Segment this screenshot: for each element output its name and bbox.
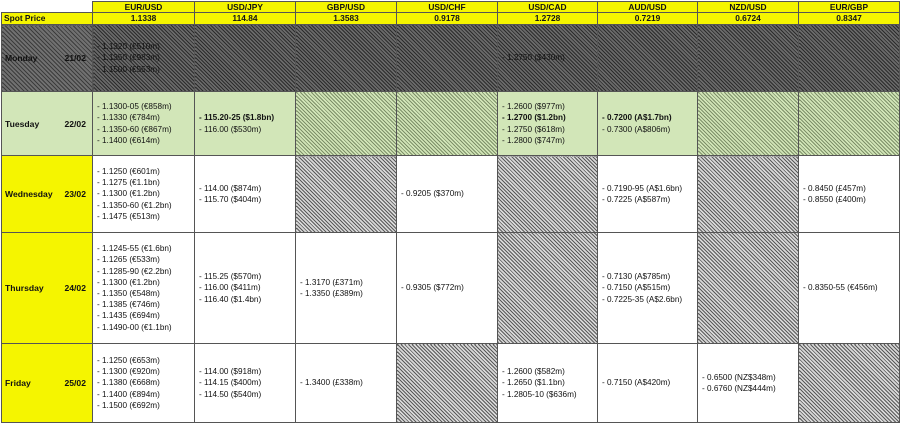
day-label-cell <box>2 92 93 156</box>
expiry-item: - 1.1490-00 (€1.1bn) <box>97 322 172 332</box>
expiry-list <box>803 183 899 205</box>
expiry-item: - 0.7225 (A$587m) <box>602 195 671 204</box>
day-label-cell <box>2 344 93 423</box>
expiry-item: - 1.1300 (€920m) <box>97 367 160 377</box>
expiry-item: - 115.70 ($404m) <box>199 195 262 204</box>
empty-hatched-cell <box>698 156 799 233</box>
empty-hatched-cell <box>397 344 498 423</box>
pair-header: EUR/GBP <box>799 2 900 13</box>
expiry-cell <box>598 92 698 156</box>
empty-hatched-cell <box>698 25 799 92</box>
day-row <box>2 92 900 156</box>
expiry-cell <box>93 344 195 423</box>
expiry-item: - 1.1250 (€653m) <box>97 355 160 365</box>
expiry-list <box>97 243 194 333</box>
expiry-item: - 116.00 ($411m) <box>199 283 261 293</box>
expiry-cell <box>195 233 296 344</box>
expiry-list <box>97 101 194 146</box>
pair-header: NZD/USD <box>698 2 799 13</box>
expiry-list <box>401 282 497 293</box>
fx-option-expiries-table <box>1 1 900 423</box>
empty-hatched-cell <box>195 25 296 92</box>
expiry-item: - 1.1350-60 (€1.2bn) <box>97 200 172 210</box>
pair-header: AUD/USD <box>598 2 698 13</box>
spot-price-value: 1.1338 <box>93 13 195 25</box>
expiry-item: - 1.1475 (€513m) <box>97 211 160 221</box>
expiry-item: - 0.6500 (NZ$348m) <box>702 372 776 382</box>
expiry-item: - 1.2805-10 ($636m) <box>502 389 577 399</box>
expiry-cell <box>799 233 900 344</box>
expiry-list <box>602 183 697 205</box>
expiry-list <box>97 166 194 222</box>
expiry-list <box>502 101 597 146</box>
expiry-cell <box>296 344 397 423</box>
expiry-item: - 0.9205 ($370m) <box>401 189 464 199</box>
expiry-item: - 0.7300 (A$806m) <box>602 124 671 134</box>
empty-hatched-cell <box>799 25 900 92</box>
spot-price-value: 0.9178 <box>397 13 498 25</box>
expiry-list <box>602 377 697 388</box>
empty-hatched-cell <box>397 25 498 92</box>
expiry-item: - 0.7130 (A$785m) <box>602 272 671 282</box>
expiry-item: - 116.00 ($530m) <box>199 124 262 134</box>
expiry-item: - 1.1245-55 (€1.6bn) <box>97 244 172 254</box>
expiry-item: - 1.1320 (€510m) <box>97 42 160 52</box>
expiry-item: - 1.1400 (€614m) <box>97 135 160 145</box>
expiry-cell <box>93 25 195 92</box>
expiry-list <box>502 52 597 63</box>
expiry-cell <box>195 156 296 233</box>
expiry-item: - 115.25 ($570m) <box>199 272 262 282</box>
day-date: 21/02 <box>64 53 86 63</box>
empty-hatched-cell <box>498 233 598 344</box>
spot-price-value: 1.3583 <box>296 13 397 25</box>
expiry-item: - 1.2650 ($1.1bn) <box>502 378 565 388</box>
expiry-cell <box>93 233 195 344</box>
expiry-item: - 0.8450 (£457m) <box>803 183 866 193</box>
expiry-item: - 1.1300-05 (€858m) <box>97 102 172 112</box>
expiry-item: - 0.7190-95 (A$1.6bn) <box>602 183 683 193</box>
expiry-item: - 1.2600 ($582m) <box>502 367 565 377</box>
day-row <box>2 233 900 344</box>
expiry-item: - 1.1500 (€553m) <box>97 64 160 74</box>
header-corner <box>2 2 93 13</box>
expiry-item: - 1.2600 ($977m) <box>502 102 565 112</box>
expiry-list <box>199 183 295 205</box>
expiry-item: - 1.1400 (€894m) <box>97 389 160 399</box>
expiry-item: - 114.15 ($400m) <box>199 378 262 388</box>
spot-price-label: Spot Price <box>2 13 93 25</box>
expiry-list <box>502 366 597 400</box>
spot-price-row <box>2 13 900 25</box>
expiry-list <box>602 271 697 305</box>
pair-header-row <box>2 2 900 13</box>
day-name: Wednesday <box>5 189 53 199</box>
expiry-list <box>199 366 295 400</box>
expiry-item: - 1.1300 (€1.2bn) <box>97 277 160 287</box>
expiry-list <box>401 188 497 199</box>
expiry-list <box>300 277 396 299</box>
expiry-cell <box>598 344 698 423</box>
expiry-item: - 1.3170 (£371m) <box>300 277 363 287</box>
day-label-cell <box>2 25 93 92</box>
expiry-list <box>199 112 295 134</box>
spot-price-value: 0.6724 <box>698 13 799 25</box>
expiry-item: - 1.1350 (€983m) <box>97 53 160 63</box>
expiry-item: - 1.1265 (€533m) <box>97 255 160 265</box>
expiry-cell <box>598 233 698 344</box>
expiry-cell <box>296 233 397 344</box>
spot-price-value: 114.84 <box>195 13 296 25</box>
expiry-cell <box>698 344 799 423</box>
day-date: 24/02 <box>64 283 86 293</box>
spot-price-value: 0.8347 <box>799 13 900 25</box>
expiry-item: - 1.3400 (£338m) <box>300 378 363 388</box>
expiry-list <box>300 377 396 388</box>
day-name: Thursday <box>5 283 44 293</box>
expiry-list <box>199 271 295 305</box>
pair-header: GBP/USD <box>296 2 397 13</box>
expiry-cell <box>498 344 598 423</box>
expiry-item: - 0.8550 (£400m) <box>803 195 866 204</box>
expiry-item: - 115.20-25 ($1.8bn) <box>199 113 275 123</box>
empty-hatched-cell <box>799 92 900 156</box>
empty-hatched-cell <box>296 92 397 156</box>
empty-hatched-cell <box>698 92 799 156</box>
expiry-item: - 114.50 ($540m) <box>199 389 262 399</box>
expiry-cell <box>598 156 698 233</box>
expiry-item: - 1.1250 (€601m) <box>97 166 160 176</box>
expiry-item: - 114.00 ($918m) <box>199 367 262 377</box>
expiry-item: - 1.1380 (€668m) <box>97 378 160 388</box>
expiry-item: - 1.1330 (€784m) <box>97 113 160 123</box>
expiry-list <box>702 372 798 394</box>
expiry-item: - 1.2700 ($1.2bn) <box>502 113 566 123</box>
day-label-cell <box>2 233 93 344</box>
expiry-cell <box>93 92 195 156</box>
expiry-item: - 1.1300 (€1.2bn) <box>97 189 160 199</box>
empty-hatched-cell <box>698 233 799 344</box>
expiry-item: - 1.1435 (€694m) <box>97 311 160 321</box>
expiry-cell <box>397 156 498 233</box>
day-row <box>2 25 900 92</box>
pair-header: USD/CAD <box>498 2 598 13</box>
day-date: 25/02 <box>64 378 86 388</box>
pair-header: USD/CHF <box>397 2 498 13</box>
empty-hatched-cell <box>397 92 498 156</box>
expiry-item: - 0.6760 (NZ$444m) <box>702 384 776 393</box>
expiry-cell <box>498 92 598 156</box>
pair-header: EUR/USD <box>93 2 195 13</box>
spot-price-value: 1.2728 <box>498 13 598 25</box>
pair-header: USD/JPY <box>195 2 296 13</box>
day-row <box>2 156 900 233</box>
day-date: 22/02 <box>64 118 86 129</box>
expiry-list <box>803 282 899 293</box>
empty-hatched-cell <box>799 344 900 423</box>
day-name: Friday <box>5 378 31 388</box>
empty-hatched-cell <box>296 25 397 92</box>
expiry-item: - 0.9305 ($772m) <box>401 283 464 293</box>
expiry-cell <box>498 25 598 92</box>
expiry-item: - 1.1500 (€692m) <box>97 400 160 410</box>
expiry-item: - 1.2800 ($747m) <box>502 135 565 145</box>
expiry-cell <box>397 233 498 344</box>
expiry-item: - 1.3350 (£389m) <box>300 289 363 298</box>
expiry-item: - 0.7150 (A$515m) <box>602 283 671 293</box>
empty-hatched-cell <box>498 156 598 233</box>
spot-price-value: 0.7219 <box>598 13 698 25</box>
expiry-item: - 114.00 ($874m) <box>199 183 262 193</box>
expiry-cell <box>195 92 296 156</box>
expiry-list <box>602 112 697 134</box>
expiry-list <box>97 355 194 411</box>
expiry-item: - 0.7150 (A$420m) <box>602 378 671 388</box>
expiry-item: - 0.7225-35 (A$2.6bn) <box>602 294 683 304</box>
empty-hatched-cell <box>598 25 698 92</box>
day-row <box>2 344 900 423</box>
day-label-cell <box>2 156 93 233</box>
expiry-item: - 1.1350-60 (€867m) <box>97 124 172 134</box>
day-name: Monday <box>5 53 38 63</box>
day-date: 23/02 <box>64 189 86 199</box>
day-name: Tuesday <box>5 118 40 129</box>
expiry-item: - 1.1350 (€548m) <box>97 289 160 298</box>
expiry-item: - 1.1285-90 (€2.2bn) <box>97 266 172 276</box>
expiry-cell <box>93 156 195 233</box>
expiry-item: - 0.8350-55 (€456m) <box>803 283 878 293</box>
expiry-cell <box>799 156 900 233</box>
expiry-item: - 1.2750 ($430m) <box>502 53 565 63</box>
expiry-item: - 116.40 ($1.4bn) <box>199 294 262 304</box>
expiry-item: - 1.1385 (€746m) <box>97 300 160 310</box>
expiry-item: - 1.1275 (€1.1bn) <box>97 178 160 188</box>
expiry-list <box>97 41 194 75</box>
expiry-item: - 0.7200 (A$1.7bn) <box>602 113 672 123</box>
empty-hatched-cell <box>296 156 397 233</box>
expiry-cell <box>195 344 296 423</box>
expiry-item: - 1.2750 ($618m) <box>502 124 565 134</box>
